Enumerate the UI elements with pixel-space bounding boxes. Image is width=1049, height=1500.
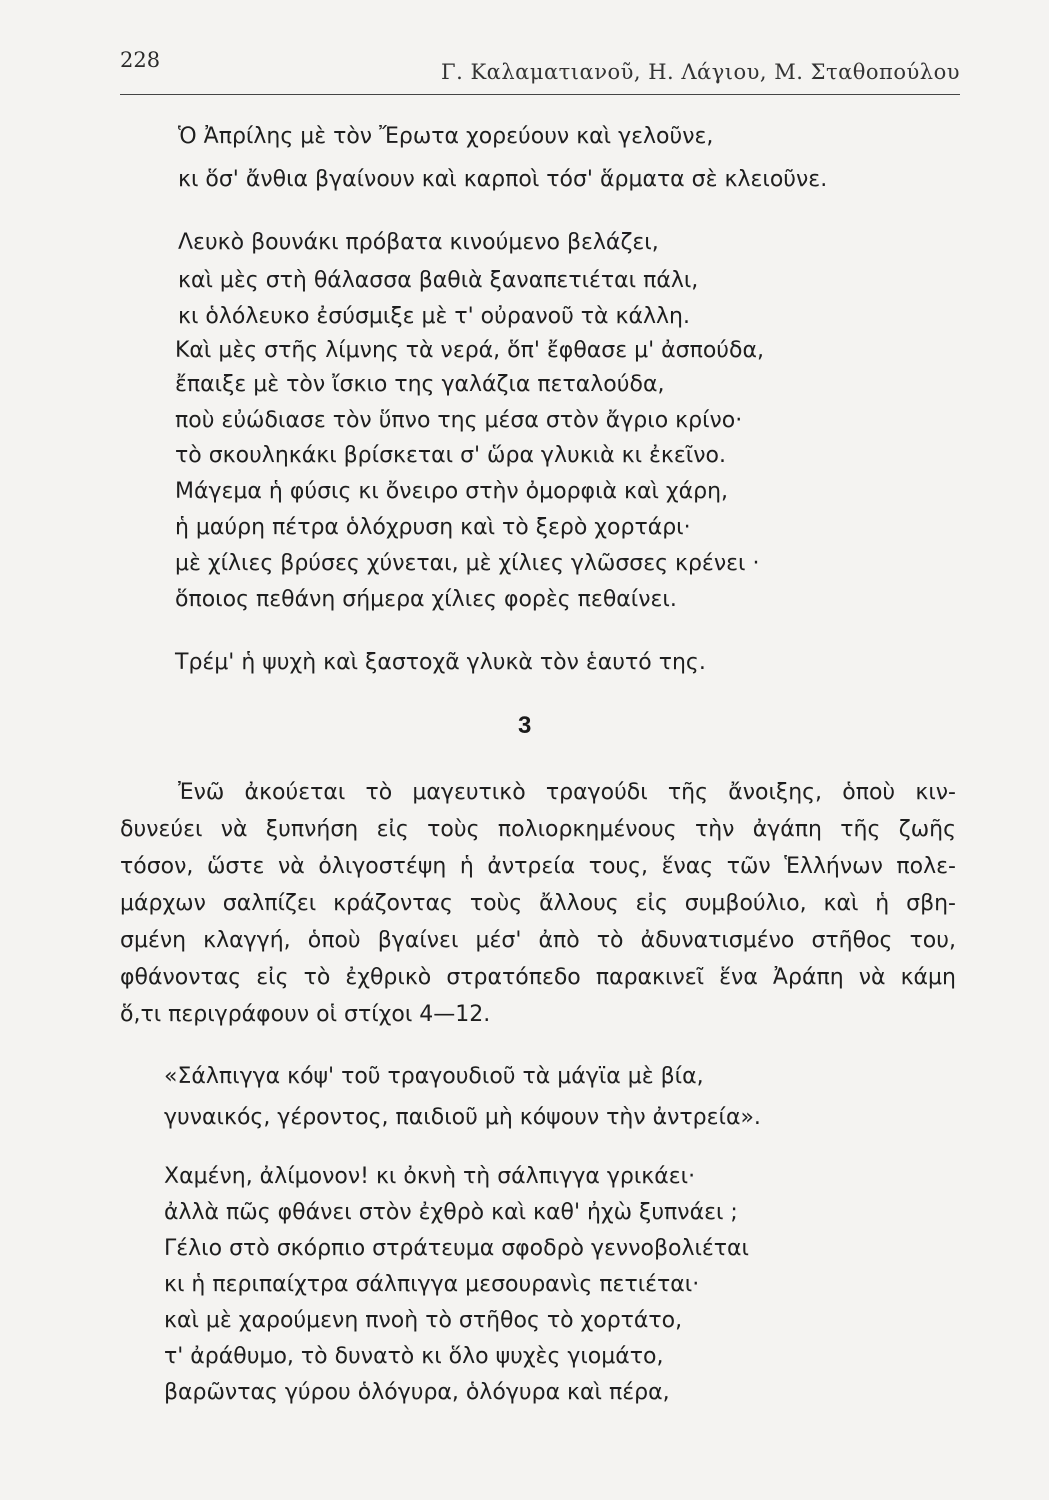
verse-line: Χαμένη, ἀλίμονον! κι ὀκνὴ τὴ σάλπιγγα γρικάει·	[164, 1164, 696, 1189]
verse-line: καὶ μὲ χαρούμενη πνοὴ τὸ στῆθος τὸ χορτάτο,	[164, 1308, 683, 1333]
prose-line: δυνεύει νὰ ξυπνήση εἰς τοὺς πολιορκημένους τὴν ἀγάπη τῆς ζωῆς	[120, 817, 956, 842]
verse-line: τ' ἀράθυμο, τὸ δυνατὸ κι ὅλο ψυχὲς γιομάτο,	[164, 1344, 664, 1369]
verse-line: Λευκὸ βουνάκι πρόβατα κινούμενο βελάζει,	[178, 230, 659, 255]
verse-line: ὅποιος πεθάνη σήμερα χίλιες φορὲς πεθαίνει.	[175, 587, 677, 612]
verse-line: Ὁ Ἀπρίλης μὲ τὸν Ἔρωτα χορεύουν καὶ γελοῦνε,	[178, 124, 714, 149]
prose-line: Ἐνῶ ἀκούεται τὸ μαγευτικὸ τραγούδι τῆς ἄνοιξης, ὁποὺ κιν-	[178, 780, 956, 805]
verse-line: ποὺ εὐώδιασε τὸν ὕπνο της μέσα στὸν ἄγριο κρίνο·	[175, 408, 743, 433]
page-number: 228	[120, 48, 161, 72]
prose-line: σμένη κλαγγή, ὁποὺ βγαίνει μέσ' ἀπὸ τὸ ἀδυνατισμένο στῆθος του,	[120, 928, 956, 953]
prose-line: τόσον, ὥστε νὰ ὀλιγοστέψη ἡ ἀντρεία τους, ἕνας τῶν Ἑλλήνων πολε-	[120, 854, 956, 879]
verse-line: κι ὅσ' ἄνθια βγαίνουν καὶ καρποὶ τόσ' ἅρματα σὲ κλειοῦνε.	[178, 167, 828, 192]
verse-line: βαρῶντας γύρου ὁλόγυρα, ὁλόγυρα καὶ πέρα,	[164, 1380, 670, 1405]
verse-line: «Σάλπιγγα κόψ' τοῦ τραγουδιοῦ τὰ μάγϊα μὲ βία,	[164, 1064, 704, 1089]
verse-line: κι ὁλόλευκο ἐσύσμιξε μὲ τ' οὐρανοῦ τὰ κάλλη.	[178, 304, 690, 329]
verse-line: γυναικός, γέροντος, παιδιοῦ μὴ κόψουν τὴν ἀντρεία».	[164, 1105, 761, 1130]
verse-line: ἡ μαύρη πέτρα ὁλόχρυση καὶ τὸ ξερὸ χορτάρι·	[175, 515, 691, 540]
verse-line: τὸ σκουληκάκι βρίσκεται σ' ὥρα γλυκιὰ κι ἐκεῖνο.	[175, 443, 726, 468]
verse-line: μὲ χίλιες βρύσες χύνεται, μὲ χίλιες γλῶσσες κρένει ·	[175, 551, 760, 576]
verse-line: καὶ μὲς στὴ θάλασσα βαθιὰ ξαναπετιέται πάλι,	[178, 268, 699, 293]
verse-line: Γέλιο στὸ σκόρπιο στράτευμα σφοδρὸ γεννοβολιέται	[164, 1236, 749, 1261]
verse-line: Καὶ μὲς στῆς λίμνης τὰ νερά, ὅπ' ἔφθασε μ' ἀσπούδα,	[175, 338, 764, 363]
page-header	[120, 44, 960, 95]
prose-line: μάρχων σαλπίζει κράζοντας τοὺς ἄλλους εἰς συμβούλιο, καὶ ἡ σβη-	[120, 891, 956, 916]
prose-line: ὅ,τι περιγράφουν οἱ στίχοι 4—12.	[120, 1002, 491, 1027]
prose-line: φθάνοντας εἰς τὸ ἐχθρικὸ στρατόπεδο παρακινεῖ ἕνα Ἀράπη νὰ κάμη	[120, 965, 956, 990]
verse-line: Μάγεμα ἡ φύσις κι ὄνειρο στὴν ὀμορφιὰ καὶ χάρη,	[175, 479, 729, 504]
running-head: Γ. Καλαματιανοῦ, Η. Λάγιου, Μ. Σταθοπούλου	[441, 60, 960, 84]
verse-line: Τρέμ' ἡ ψυχὴ καὶ ξαστοχᾶ γλυκὰ τὸν ἑαυτό της.	[175, 650, 706, 675]
verse-line: κι ἡ περιπαίχτρα σάλπιγγα μεσουρανὶς πετιέται·	[164, 1272, 700, 1297]
verse-line: ἀλλὰ πῶς φθάνει στὸν ἐχθρὸ καὶ καθ' ἠχὼ ξυπνάει ;	[164, 1200, 738, 1225]
section-heading: 3	[518, 712, 532, 739]
verse-line: ἔπαιξε μὲ τὸν ἴσκιο της γαλάζια πεταλούδα,	[175, 372, 665, 397]
